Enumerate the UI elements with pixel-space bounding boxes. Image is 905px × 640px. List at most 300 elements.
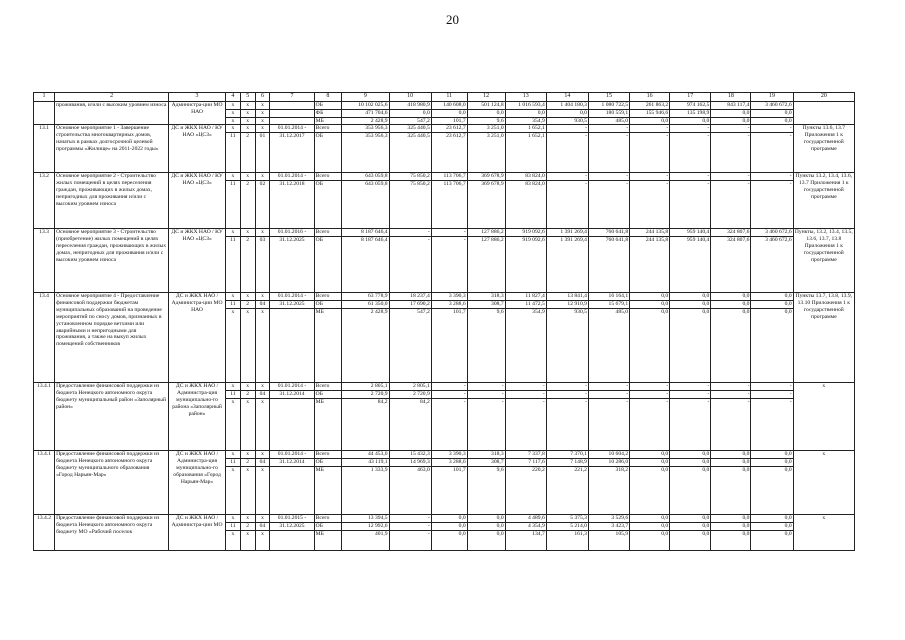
value-cell: 7 117,6 (505, 459, 546, 467)
item-name: проживания, и/или с высоким уровнем износа (55, 102, 169, 125)
column-header: 7 (270, 93, 314, 102)
value-cell: 354,9 (505, 309, 546, 383)
value-cell: 1 016 593,4 (505, 102, 546, 110)
value-cell: - (670, 391, 711, 399)
value-cell: 127 886,2 (467, 237, 505, 293)
code-cell: 04 (255, 391, 270, 399)
item-number: 13.2 (34, 173, 55, 229)
value-cell: 318,3 (467, 451, 505, 459)
value-cell: 18 237,4 (389, 293, 431, 301)
value-cell: 643 059,8 (342, 181, 389, 229)
value-cell: - (751, 125, 793, 133)
value-cell: 44 453,0 (342, 451, 389, 459)
code-cell: 04 (255, 301, 270, 309)
value-cell: - (389, 531, 431, 551)
column-header: 8 (314, 93, 341, 102)
period-cell: 31.12.2025 (270, 237, 314, 293)
value-cell: - (389, 229, 431, 237)
value-cell: 0,0 (630, 451, 670, 459)
value-cell: - (389, 237, 431, 293)
value-cell: 930,5 (546, 309, 588, 383)
item-note: x (793, 383, 854, 451)
value-cell: 140 608,0 (431, 102, 467, 110)
value-cell: - (546, 399, 588, 451)
value-cell: 5 214,0 (546, 523, 588, 531)
value-cell: 325 440,5 (389, 133, 431, 173)
value-cell: 221,2 (546, 467, 588, 515)
value-cell: - (670, 399, 711, 451)
value-cell: 0,0 (467, 531, 505, 551)
code-cell: 2 (240, 523, 255, 531)
value-cell: 0,0 (630, 309, 670, 383)
value-cell: 418 980,9 (389, 102, 431, 110)
value-cell: 113 706,7 (431, 181, 467, 229)
code-cell: x (240, 467, 255, 515)
value-cell: 0,0 (751, 301, 793, 309)
value-cell: 0,0 (711, 293, 751, 301)
value-cell: 843 117,4 (711, 102, 751, 110)
code-cell: x (255, 451, 270, 459)
value-cell: 105,9 (588, 531, 629, 551)
value-cell: 318,2 (588, 467, 629, 515)
code-cell: x (240, 293, 255, 301)
period-cell: 01.01.2014 - (270, 451, 314, 459)
value-cell: 0,0 (630, 531, 670, 551)
code-cell: x (226, 229, 241, 237)
source-cell: ОБ (314, 181, 341, 229)
value-cell: 547,2 (389, 117, 431, 125)
value-cell: 0,0 (751, 293, 793, 301)
value-cell: - (630, 173, 670, 181)
period-cell (270, 309, 314, 383)
source-cell: Всего (314, 125, 341, 133)
item-note: Пункты 13.2, 13.4, 13.6, 13.7 Приложения 1 к государственной программе (793, 173, 854, 229)
value-cell: 353 956,3 (342, 125, 389, 133)
value-cell: 0,0 (751, 459, 793, 467)
code-cell: x (226, 293, 241, 301)
column-header: 17 (670, 93, 711, 102)
value-cell: 23 612,7 (431, 125, 467, 133)
column-header: 4 (226, 93, 241, 102)
code-cell: x (255, 102, 270, 110)
item-number: 13.4.1 (34, 451, 55, 515)
value-cell: - (467, 391, 505, 399)
value-cell: 84,2 (342, 399, 389, 451)
value-cell: 0,0 (711, 523, 751, 531)
value-cell: 101,7 (431, 309, 467, 383)
period-cell: 01.01.2014 - (270, 125, 314, 133)
value-cell: 17 690,2 (389, 301, 431, 309)
value-cell: 3 460 672,6 (751, 229, 793, 237)
period-cell: 01.01.2014 - (270, 293, 314, 301)
value-cell: 2 805,1 (389, 383, 431, 391)
code-cell: x (240, 229, 255, 237)
value-cell: 11 472,5 (505, 301, 546, 309)
value-cell: 2 428,9 (342, 309, 389, 383)
code-cell: x (255, 467, 270, 515)
value-cell: 0,0 (670, 523, 711, 531)
item-note: Пункты 13.6, 13.7 Приложения 1 к государственной программе (793, 125, 854, 173)
column-header: 1 (34, 93, 55, 102)
period-cell (270, 102, 314, 110)
source-cell: МБ (314, 117, 341, 125)
value-cell: - (711, 391, 751, 399)
value-cell: 3 288,6 (431, 301, 467, 309)
value-cell: 3 423,7 (588, 523, 629, 531)
value-cell: 0,0 (670, 531, 711, 551)
value-cell: - (588, 133, 629, 173)
value-cell: 14 969,3 (389, 459, 431, 467)
value-cell: - (751, 173, 793, 181)
value-cell: 180 559,1 (588, 109, 629, 117)
value-cell: 161,3 (546, 531, 588, 551)
value-cell: 2 720,9 (342, 391, 389, 399)
value-cell: - (546, 391, 588, 399)
value-cell: 244 135,8 (630, 229, 670, 237)
value-cell: 3 460 672,6 (751, 102, 793, 110)
value-cell: 0,0 (670, 301, 711, 309)
value-cell: - (546, 125, 588, 133)
code-cell: 11 (226, 133, 241, 173)
value-cell: 7 337,8 (505, 451, 546, 459)
value-cell: 0,0 (751, 467, 793, 515)
code-cell: x (226, 399, 241, 451)
table-row (34, 451, 855, 459)
value-cell: 2 805,1 (342, 383, 389, 391)
value-cell: 43 119,1 (342, 459, 389, 467)
value-cell: 61 350,0 (342, 301, 389, 309)
value-cell: 244 135,8 (630, 237, 670, 293)
value-cell: 0,0 (630, 515, 670, 523)
value-cell: 0,0 (630, 117, 670, 125)
value-cell: 3 288,6 (431, 459, 467, 467)
column-header: 3 (169, 93, 226, 102)
code-cell: 04 (255, 523, 270, 531)
value-cell: - (711, 399, 751, 451)
source-cell: Всего (314, 383, 341, 391)
value-cell: 0,0 (670, 515, 711, 523)
value-cell: 0,0 (630, 293, 670, 301)
code-cell: x (240, 173, 255, 181)
period-cell: 01.01.2016 - (270, 229, 314, 237)
code-cell: x (255, 309, 270, 383)
value-cell: 83 824,0 (505, 181, 546, 229)
value-cell: - (670, 173, 711, 181)
value-cell: 3 390,3 (431, 293, 467, 301)
value-cell: - (670, 383, 711, 391)
period-cell (270, 399, 314, 451)
value-cell: 2 720,9 (389, 391, 431, 399)
code-cell: 11 (226, 523, 241, 531)
value-cell: 13 841,4 (546, 293, 588, 301)
value-cell: 959 140,4 (670, 237, 711, 293)
column-header: 10 (389, 93, 431, 102)
source-cell: МБ (314, 467, 341, 515)
value-cell: 8 187 646,4 (342, 229, 389, 237)
source-cell: МБ (314, 309, 341, 383)
value-cell: - (630, 181, 670, 229)
code-cell: 2 (240, 301, 255, 309)
item-executor: ДС и ЖКХ НАО / Администра-ция муниципально-го района «Заполярный район» (169, 383, 226, 451)
value-cell: 0,0 (711, 117, 751, 125)
value-cell: 760 641,8 (588, 229, 629, 237)
code-cell: x (255, 117, 270, 125)
column-header: 6 (255, 93, 270, 102)
code-cell: x (226, 451, 241, 459)
source-cell: МБ (314, 531, 341, 551)
value-cell: 3 251,0 (467, 133, 505, 173)
value-cell: 0,0 (711, 467, 751, 515)
value-cell: 9,6 (467, 117, 505, 125)
value-cell: 0,0 (505, 109, 546, 117)
source-cell: ОБ (314, 102, 341, 110)
code-cell: 2 (240, 391, 255, 399)
code-cell: x (226, 109, 241, 117)
value-cell: 547,2 (389, 309, 431, 383)
item-executor: Администра-ции МО НАО (169, 102, 226, 125)
table-row (34, 383, 855, 391)
column-header: 15 (588, 93, 629, 102)
item-executor: ДС и ЖКХ НАО / Администра-ции МО (169, 515, 226, 551)
value-cell: 959 140,4 (670, 229, 711, 237)
period-cell (270, 531, 314, 551)
item-note (793, 102, 854, 125)
item-executor: ДС и ЖКХ НАО / КУ НАО «ЦСЗ» (169, 229, 226, 293)
value-cell: 0,0 (751, 117, 793, 125)
value-cell: - (431, 383, 467, 391)
item-name: Предоставление финансовой поддержки из бюджета Ненецкого автономного округа бюджету муниципального образования «Город Нарьян-Мар» (55, 451, 169, 515)
value-cell: 0,0 (431, 109, 467, 117)
code-cell: x (255, 125, 270, 133)
value-cell: - (751, 399, 793, 451)
code-cell: x (226, 383, 241, 391)
value-cell: 930,5 (546, 117, 588, 125)
value-cell: 353 956,3 (342, 133, 389, 173)
value-cell: 23 612,7 (431, 133, 467, 173)
code-cell: x (255, 531, 270, 551)
value-cell: 3 251,0 (467, 125, 505, 133)
table-row (34, 102, 855, 110)
source-cell: ОБ (314, 133, 341, 173)
code-cell: x (255, 109, 270, 117)
value-cell: 101,7 (431, 117, 467, 125)
code-cell: x (240, 399, 255, 451)
column-header: 9 (342, 93, 389, 102)
value-cell: 83 824,0 (505, 173, 546, 181)
column-header: 20 (793, 93, 854, 102)
column-header: 11 (431, 93, 467, 102)
column-header: 16 (630, 93, 670, 102)
value-cell: 485,0 (588, 309, 629, 383)
value-cell: 0,0 (431, 531, 467, 551)
code-cell: 2 (240, 237, 255, 293)
value-cell: 2 428,9 (342, 117, 389, 125)
value-cell: 16 164,1 (588, 293, 629, 301)
code-cell: x (255, 399, 270, 451)
source-cell: ОБ (314, 459, 341, 467)
period-cell: 31.12.2014 (270, 391, 314, 399)
code-cell: 11 (226, 301, 241, 309)
value-cell: 3 390,3 (431, 451, 467, 459)
value-cell: 401,9 (342, 531, 389, 551)
value-cell: 134,7 (505, 531, 546, 551)
value-cell: 3 460 672,6 (751, 237, 793, 293)
value-cell: 0,0 (670, 459, 711, 467)
value-cell: 155 946,6 (630, 109, 670, 117)
value-cell: 0,0 (630, 459, 670, 467)
value-cell: - (505, 383, 546, 391)
table-row (34, 173, 855, 181)
value-cell: 324 807,6 (711, 229, 751, 237)
value-cell: 919 092,6 (505, 229, 546, 237)
funding-table (33, 92, 855, 551)
item-name: Основное мероприятие 2 - Строительство жилых помещений в целях переселения граждан, проживающих в жилых домах, непригодных для проживания и/или с высоким уровнем износа (55, 173, 169, 229)
item-executor: ДС и ЖКХ НАО / Администра-ции МО НАО (169, 293, 226, 383)
value-cell: - (389, 523, 431, 531)
value-cell: 5 375,3 (546, 515, 588, 523)
value-cell: 15 432,3 (389, 451, 431, 459)
value-cell: - (630, 125, 670, 133)
column-header: 18 (711, 93, 751, 102)
source-cell: Всего (314, 173, 341, 181)
value-cell: 0,0 (670, 117, 711, 125)
value-cell: - (711, 383, 751, 391)
period-cell (270, 117, 314, 125)
code-cell: x (240, 309, 255, 383)
value-cell: 135 198,9 (670, 109, 711, 117)
source-cell: МБ (314, 399, 341, 451)
value-cell: 0,0 (467, 515, 505, 523)
value-cell: 0,0 (467, 523, 505, 531)
period-cell: 31.12.2014 (270, 459, 314, 467)
value-cell: - (670, 133, 711, 173)
value-cell: 0,0 (467, 109, 505, 117)
value-cell: - (630, 399, 670, 451)
value-cell: 0,0 (751, 515, 793, 523)
code-cell: x (226, 125, 241, 133)
value-cell: - (670, 181, 711, 229)
value-cell: 0,0 (431, 523, 467, 531)
item-name: Основное мероприятие 4 - Предоставление финансовой поддержки бюджетам муниципальных образований на проведение мероприятий по сносу домов, признанных в установленном порядке ветхими или аварийными и непригодными для проживания, а также на выкуп жилых помещений собственников (55, 293, 169, 383)
code-cell: x (226, 102, 241, 110)
source-cell: ОБ (314, 391, 341, 399)
source-cell: ОБ (314, 523, 341, 531)
table-row (34, 125, 855, 133)
code-cell: x (255, 515, 270, 523)
value-cell: 0,0 (546, 109, 588, 117)
value-cell: 471 704,6 (342, 109, 389, 117)
value-cell: - (546, 181, 588, 229)
column-header: 13 (505, 93, 546, 102)
value-cell: - (751, 383, 793, 391)
code-cell: 11 (226, 181, 241, 229)
period-cell: 31.12.2025 (270, 301, 314, 309)
code-cell: 2 (240, 459, 255, 467)
source-cell: Всего (314, 293, 341, 301)
code-cell: 2 (240, 133, 255, 173)
item-note: x (793, 451, 854, 515)
value-cell: 8 187 646,4 (342, 237, 389, 293)
value-cell: - (389, 515, 431, 523)
value-cell: - (546, 133, 588, 173)
value-cell: - (431, 391, 467, 399)
value-cell: 10 604,2 (588, 451, 629, 459)
value-cell: - (588, 383, 629, 391)
value-cell: 101,7 (431, 467, 467, 515)
value-cell: 0,0 (389, 109, 431, 117)
value-cell: 0,0 (670, 451, 711, 459)
value-cell: 4 354,9 (505, 523, 546, 531)
value-cell: 127 886,2 (467, 229, 505, 237)
value-cell: 0,0 (751, 523, 793, 531)
item-name: Основное мероприятие 1 - Завершение строительства многоквартирных домов, начатых в рамках долгосрочной целевой программы «Жилище» на 2011-2022 годы» (55, 125, 169, 173)
value-cell: - (711, 125, 751, 133)
column-header: 2 (55, 93, 169, 102)
value-cell: - (711, 181, 751, 229)
value-cell: 501 124,8 (467, 102, 505, 110)
value-cell: 1 652,1 (505, 125, 546, 133)
code-cell: x (226, 531, 241, 551)
value-cell: 1 391 269,4 (546, 229, 588, 237)
value-cell: 325 440,5 (389, 125, 431, 133)
value-cell: 261 863,2 (630, 102, 670, 110)
code-cell: 2 (240, 181, 255, 229)
value-cell: - (546, 173, 588, 181)
item-executor: ДС и ЖКХ НАО / КУ НАО «ЦСЗ» (169, 173, 226, 229)
value-cell: 12 992,6 (342, 523, 389, 531)
value-cell: - (751, 181, 793, 229)
value-cell: 7 148,9 (546, 459, 588, 467)
value-cell: 308,7 (467, 301, 505, 309)
value-cell: - (431, 237, 467, 293)
value-cell: - (588, 173, 629, 181)
source-cell: Всего (314, 229, 341, 237)
item-name: Основное мероприятие 3 - Строительство (приобретение) жилых помещений в целях переселения граждан, проживающих в жилых домах, непригодных для проживания и/или с высоким уровнем износа (55, 229, 169, 293)
value-cell: 10 102 025,6 (342, 102, 389, 110)
item-note: Пункты 13.7, 13.8, 13.9, 13.10 Приложения 1 к государственной программе (793, 293, 854, 383)
value-cell: - (588, 125, 629, 133)
column-header: 14 (546, 93, 588, 102)
value-cell: 7 370,1 (546, 451, 588, 459)
value-cell: 463,0 (389, 467, 431, 515)
value-cell: 1 391 269,4 (546, 237, 588, 293)
value-cell: - (751, 391, 793, 399)
value-cell: 354,9 (505, 117, 546, 125)
value-cell: - (711, 133, 751, 173)
column-header: 12 (467, 93, 505, 102)
item-note: Пункты, 13.2, 13.4, 13.5, 13.6, 13.7, 13.8 Приложения 1 к государственной программе (793, 229, 854, 293)
value-cell: - (588, 391, 629, 399)
value-cell: 75 850,2 (389, 173, 431, 181)
code-cell: 02 (255, 181, 270, 229)
value-cell: 0,0 (711, 309, 751, 383)
value-cell: - (505, 399, 546, 451)
code-cell: 03 (255, 237, 270, 293)
value-cell: 0,0 (670, 309, 711, 383)
value-cell: 0,0 (751, 109, 793, 117)
column-header: 19 (751, 93, 793, 102)
value-cell: 0,0 (751, 309, 793, 383)
source-cell: ОБ (314, 237, 341, 293)
code-cell: x (226, 309, 241, 383)
value-cell: 0,0 (751, 531, 793, 551)
value-cell: - (588, 181, 629, 229)
item-note: x (793, 515, 854, 551)
source-cell: Всего (314, 515, 341, 523)
value-cell: - (630, 383, 670, 391)
code-cell: 11 (226, 391, 241, 399)
value-cell: 0,0 (630, 523, 670, 531)
